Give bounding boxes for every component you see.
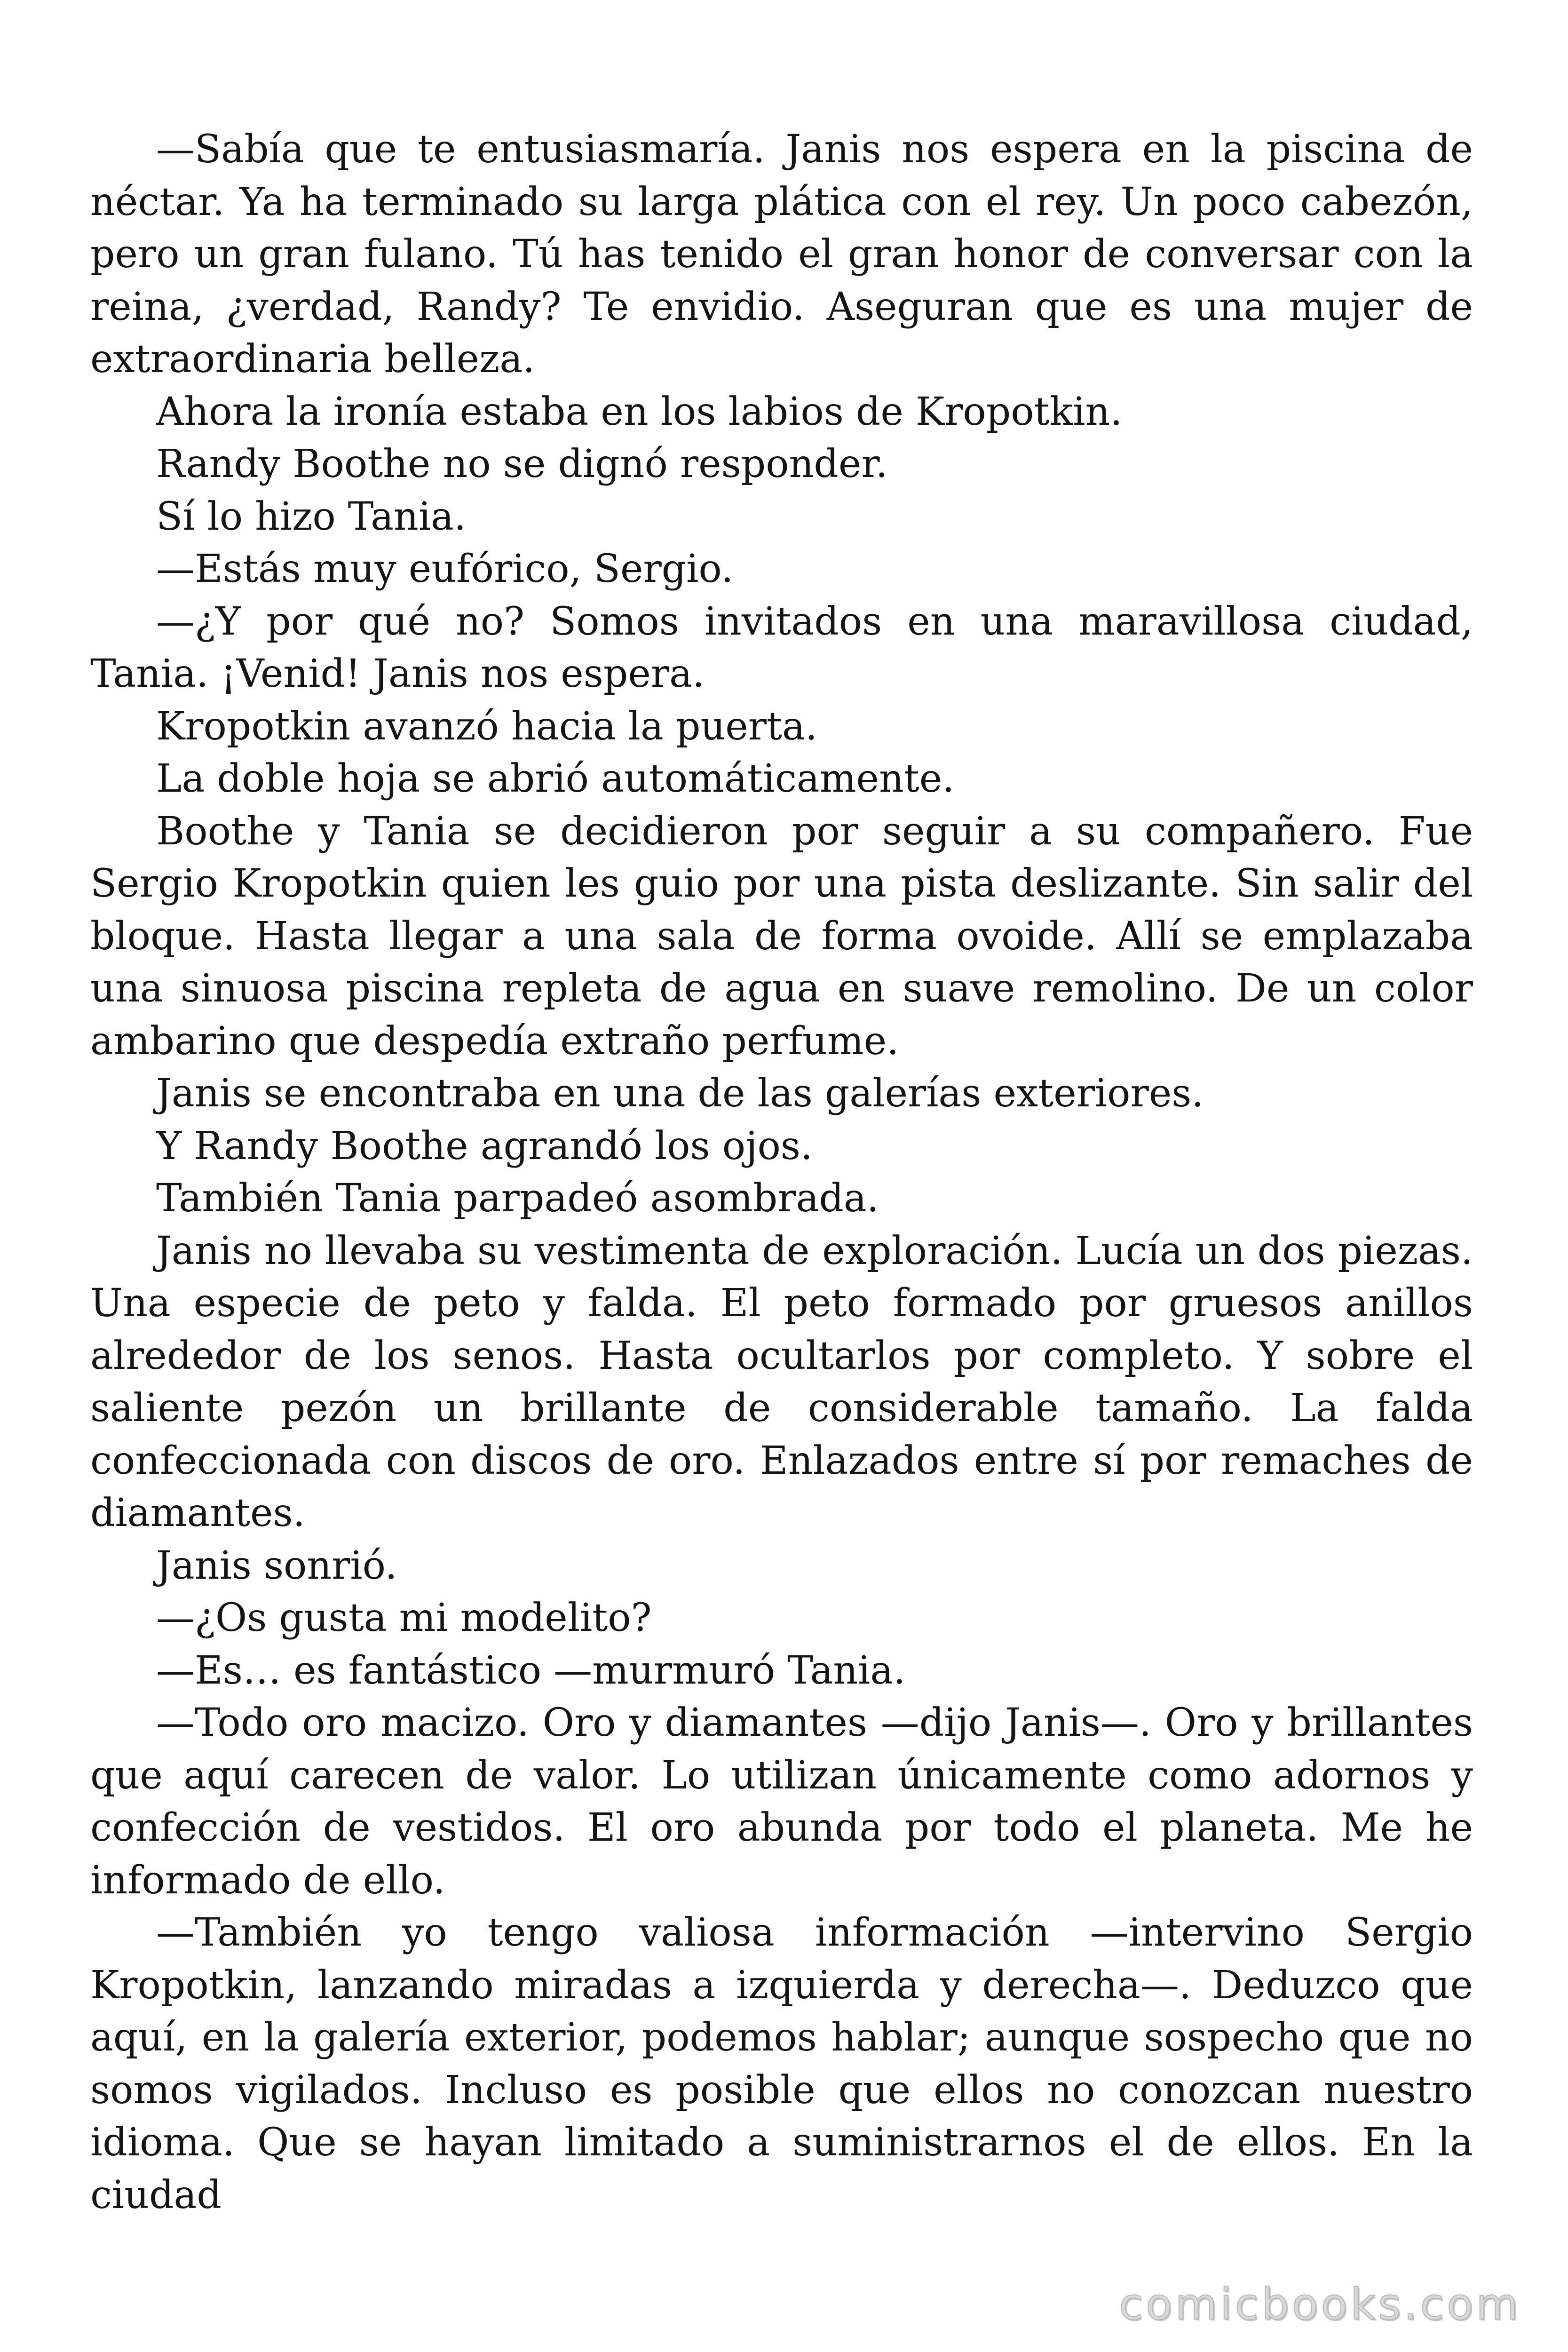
paragraph: La doble hoja se abrió automáticamente. bbox=[156, 756, 955, 801]
paragraph: Randy Boothe no se dignó responder. bbox=[156, 442, 888, 486]
paragraph: —Estás muy eufórico, Sergio. bbox=[156, 547, 734, 591]
paragraph: —¿Y por qué no? Somos invitados en una maravillosa ciudad, Tania. ¡Venid! Janis nos espera. bbox=[90, 599, 1473, 696]
paragraph: Kropotkin avanzó hacia la puerta. bbox=[156, 704, 817, 749]
paragraph: Sí lo hizo Tania. bbox=[156, 494, 467, 539]
paragraph: —También yo tengo valiosa información —intervino Sergio Kropotkin, lanzando miradas a izquierda y derecha—. Deduzco que aquí, en la galería exterior, podemos hablar; aunque sospecho que no somos vigilados. Incluso es posible que ellos no conozcan nuestro idioma. Que se hayan limitado a suministrarnos el de ellos. En la ciudad bbox=[90, 1910, 1473, 2217]
paragraph: También Tania parpadeó asombrada. bbox=[156, 1176, 879, 1221]
paragraph: Ahora la ironía estaba en los labios de Kropotkin. bbox=[156, 389, 1123, 434]
paragraph: —Todo oro macizo. Oro y diamantes —dijo Janis—. Oro y brillantes que aquí carecen de valor. Lo utilizan únicamente como adornos y confección de vestidos. El oro abunda por todo el planeta. Me he informado de ello. bbox=[90, 1700, 1473, 1903]
paragraph: Y Randy Boothe agrandó los ojos. bbox=[156, 1123, 813, 1168]
paragraph: Janis sonrió. bbox=[156, 1543, 397, 1588]
paragraph: —Es… es fantástico —murmuró Tania. bbox=[156, 1648, 906, 1693]
paragraph: Janis se encontraba en una de las galerías exteriores. bbox=[156, 1071, 1204, 1116]
paragraph: Boothe y Tania se decidieron por seguir a su compañero. Fue Sergio Kropotkin quien les guio por una pista deslizante. Sin salir del bloque. Hasta llegar a una sala de forma ovoide. Allí se emplazaba una sinuosa piscina repleta de agua en suave remolino. De un color ambarino que despedía extraño perfume. bbox=[90, 809, 1473, 1064]
body-text bbox=[90, 123, 1473, 2221]
paragraph: —Sabía que te entusiasmaría. Janis nos espera en la piscina de néctar. Ya ha terminado su larga plática con el rey. Un poco cabezón, pero un gran fulano. Tú has tenido el gran honor de conversar con la reina, ¿verdad, Randy? Te envidio. Aseguran que es una mujer de extraordinaria belleza. bbox=[90, 127, 1473, 381]
paragraph: —¿Os gusta mi modelito? bbox=[156, 1596, 652, 1640]
watermark: comicbooks.com bbox=[1119, 2279, 1521, 2329]
paragraph: Janis no llevaba su vestimenta de exploración. Lucía un dos piezas. Una especie de peto y falda. El peto formado por gruesos anillos alrededor de los senos. Hasta ocultarlos por completo. Y sobre el saliente pezón un brillante de considerable tamaño. La falda confeccionada con discos de oro. Enlazados entre sí por remaches de diamantes. bbox=[90, 1228, 1473, 1535]
